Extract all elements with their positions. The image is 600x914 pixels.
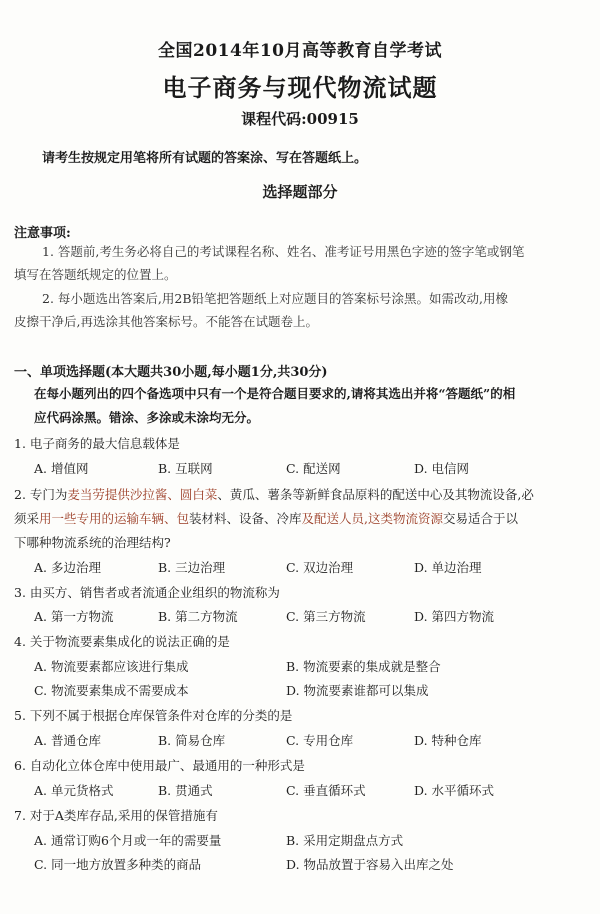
option-b: B. 贯通式 [158,783,213,798]
notes-heading: 注意事项: [14,226,71,241]
option-b: B. 采用定期盘点方式 [286,833,404,848]
highlighted-text: 用一些专用的运输车辆、包 [39,511,190,526]
answer-instruction: 请考生按规定用笔将所有试题的答案涂、写在答题纸上。 [42,151,368,166]
stem-text: 2. 专门为 [14,487,68,502]
option-d: D. 特种仓库 [414,733,482,748]
note-1-line-2: 填写在答题纸规定的位置上。 [14,267,177,282]
option-a: A. 单元货格式 [34,783,114,798]
note-1-line-1: 1. 答题前,考生务必将自己的考试课程名称、姓名、准考证号用黑色字迹的签字笔或钢笔 [42,244,525,259]
question-stem: 6. 自动化立体仓库中使用最广、最通用的一种形式是 [14,758,305,773]
question-stem: 3. 由买方、销售者或者流通企业组织的物流称为 [14,585,280,600]
option-a: A. 物流要素都应该进行集成 [34,659,189,674]
option-a: A. 多边治理 [34,560,101,575]
question-stem: 1. 电子商务的最大信息载体是 [14,436,180,451]
option-c: C. 同一地方放置多种类的商品 [34,857,202,872]
option-c: C. 专用仓库 [286,733,354,748]
highlighted-text: 麦当劳提供沙拉酱、圆白菜 [67,487,218,502]
note-2-line-2: 皮擦干净后,再选涂其他答案标号。不能答在试题卷上。 [14,314,318,329]
option-d: D. 电信网 [414,461,470,476]
option-b: B. 三边治理 [158,560,226,575]
option-d: D. 第四方物流 [414,609,495,624]
option-c: C. 物流要素集成不需要成本 [34,683,189,698]
option-d: D. 物流要素谁都可以集成 [286,683,429,698]
option-b: B. 物流要素的集成就是整合 [286,659,441,674]
question-stem-line-2 [14,509,518,527]
option-c: C. 第三方物流 [286,609,366,624]
part-description-line-2: 应代码涂黑。错涂、多涂或未涂均无分。 [34,410,260,425]
option-a: A. 普通仓库 [34,733,101,748]
section-title: 选择题部分 [262,183,338,201]
question-stem-line-1 [14,485,534,503]
question-stem-line-3: 下哪种物流系统的治理结构? [14,535,171,550]
question-stem: 7. 对于A类库存品,采用的保管措施有 [14,808,218,823]
option-b: B. 简易仓库 [158,733,226,748]
question-stem: 5. 下列不属于根据仓库保管条件对仓库的分类的是 [14,708,293,723]
option-a: A. 通常订购6个月或一年的需要量 [34,833,222,848]
subject-title: 电子商务与现代物流试题 [162,73,438,102]
highlighted-text: 及配送人员,这类物流资源 [301,511,444,526]
option-d: D. 物品放置于容易入出库之处 [286,857,454,872]
stem-text: 须采 [14,511,40,526]
exam-title: 全国2014年10月高等教育自学考试 [158,41,442,61]
option-a: A. 第一方物流 [34,609,114,624]
question-stem: 4. 关于物流要素集成化的说法正确的是 [14,634,230,649]
option-a: A. 增值网 [34,461,89,476]
option-c: C. 配送网 [286,461,341,476]
course-code: 课程代码:00915 [241,110,359,128]
option-d: D. 单边治理 [414,560,482,575]
option-c: C. 垂直循环式 [286,783,366,798]
option-d: D. 水平循环式 [414,783,495,798]
stem-text: 、黄瓜、薯条等新鲜食品原料的配送中心及其物流设备,必 [217,487,534,502]
part-description-line-1: 在每小题列出的四个备选项中只有一个是符合题目要求的,请将其选出并将“答题纸”的相 [34,386,516,401]
option-b: B. 第二方物流 [158,609,238,624]
note-2-line-1: 2. 每小题选出答案后,用2B铅笔把答题纸上对应题目的答案标号涂黑。如需改动,用橡 [42,291,508,306]
stem-text: 装材料、设备、冷库 [189,511,302,526]
option-c: C. 双边治理 [286,560,354,575]
part-heading: 一、单项选择题(本大题共30小题,每小题1分,共30分) [14,365,328,380]
stem-text: 交易适合于以 [443,511,519,526]
option-b: B. 互联网 [158,461,213,476]
